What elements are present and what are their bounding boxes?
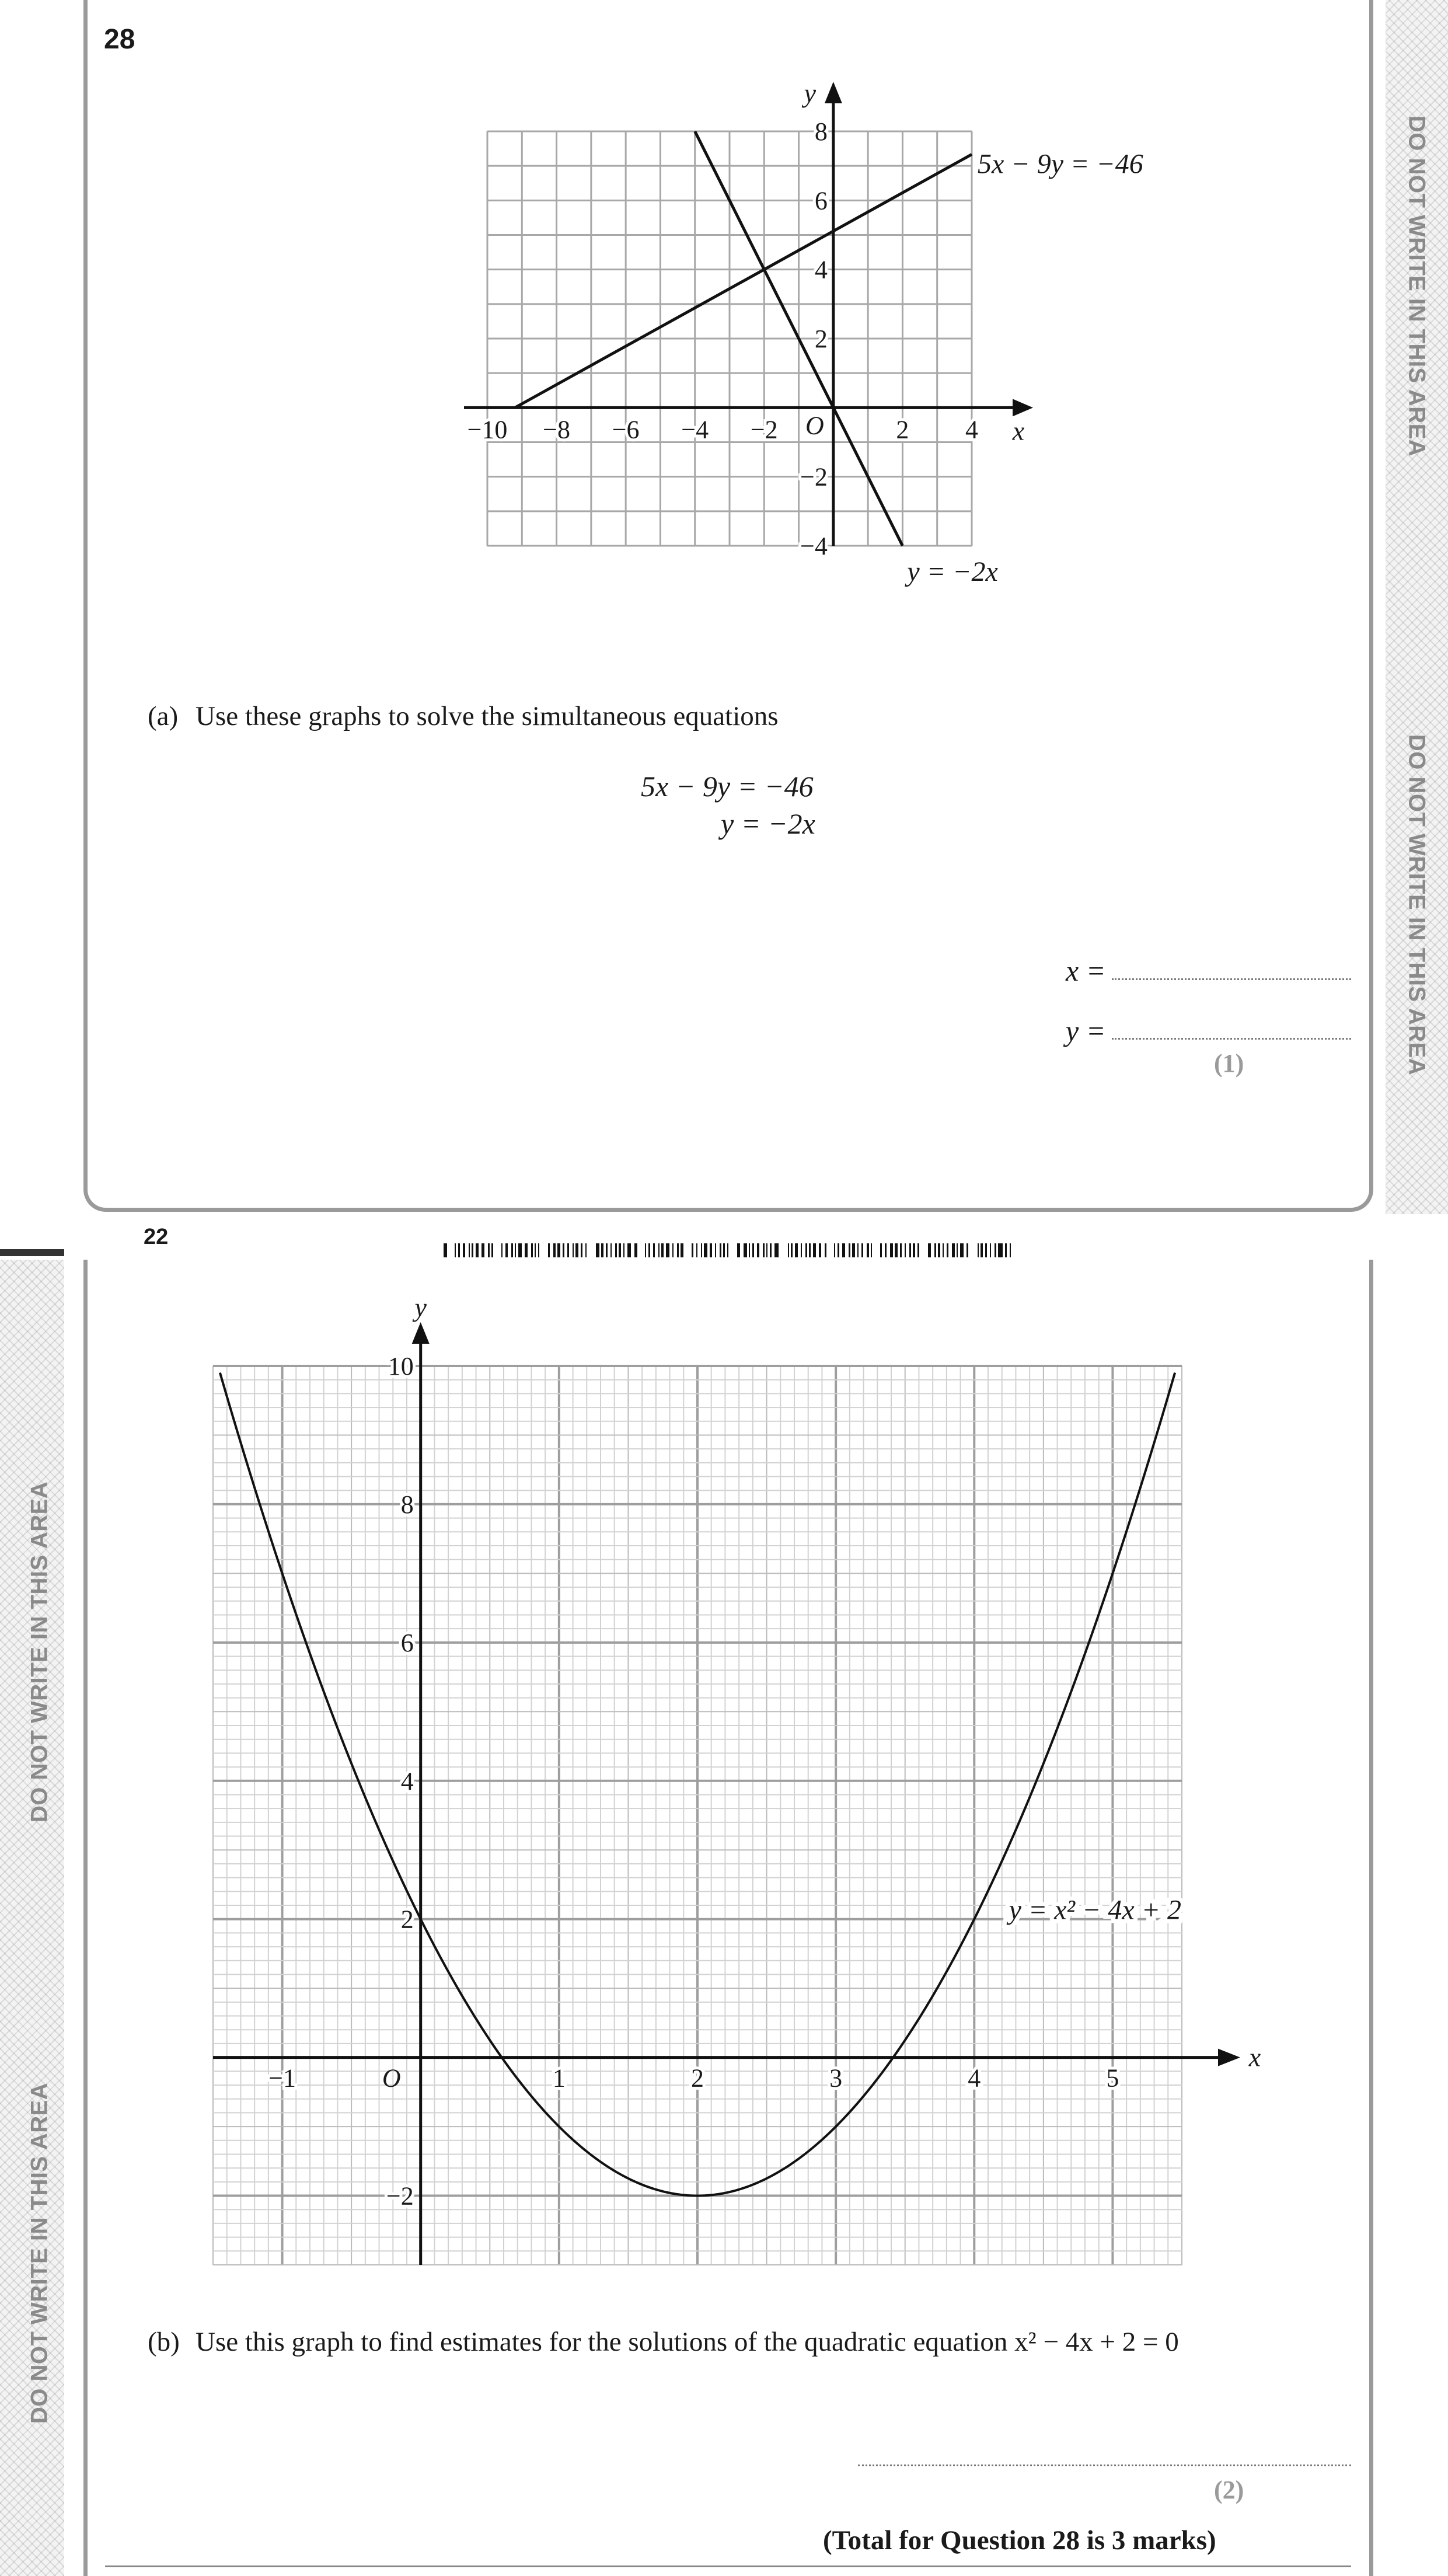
x-tick-label: 1 [552,2063,566,2093]
barcode-bar [531,1243,533,1257]
barcode-bar [704,1243,707,1257]
y-axis-label: y [414,1292,427,1322]
barcode-bar [805,1243,807,1257]
barcode-bar [960,1243,964,1257]
barcode-bar [1005,1243,1007,1257]
barcode-bar [957,1243,958,1257]
equation-2: y = −2x [721,807,815,840]
barcode-bar [834,1243,835,1257]
barcode-bar [518,1243,522,1257]
barcode-bar [770,1243,772,1257]
barcode-bar [938,1243,940,1257]
barcode-bar [867,1243,869,1257]
barcode-bar [981,1243,983,1257]
barcode-bar [757,1243,759,1257]
barcode [444,1243,1016,1259]
barcode-bar [763,1243,765,1257]
barcode-bar [795,1243,798,1257]
barcode-bar [928,1243,931,1257]
y-tick-label: −4 [800,532,828,560]
barcode-bar [774,1243,779,1257]
x-tick-label: −8 [543,415,570,444]
barcode-bar [952,1243,955,1257]
barcode-bar [909,1243,911,1257]
simultaneous-equations-graph [444,70,1202,595]
y-tick-label: 10 [388,1352,414,1381]
quadratic-graph [193,1290,1302,2294]
barcode-bar [677,1243,679,1257]
barcode-bar [995,1243,996,1257]
barcode-bar [575,1243,578,1257]
part-b-label: (b) [148,2327,180,2357]
barcode-bar [610,1243,612,1257]
y-tick-label: 4 [400,1766,414,1796]
barcode-bar [849,1243,850,1257]
y-tick-label: 4 [814,255,828,284]
x-tick-label: 5 [1106,2063,1119,2093]
barcode-bar [645,1243,646,1257]
barcode-bar [895,1243,898,1257]
barcode-bar [444,1243,447,1257]
barcode-bar [766,1243,767,1257]
series-label-y-eq-minus2x: y = −2x [907,556,998,587]
barcode-bar [825,1243,826,1257]
barcode-bar [720,1243,721,1257]
barcode-bar [615,1243,617,1257]
barcode-bar [819,1243,821,1257]
question-frame-bottom-right [1369,1260,1373,2576]
barcode-bar [511,1243,513,1257]
barcode-bar [634,1243,637,1257]
barcode-bar [491,1243,493,1257]
barcode-bar [890,1243,893,1257]
part-a-prompt: Use these graphs to solve the simultaneous equations [196,701,779,731]
barcode-bar [998,1243,1003,1257]
barcode-bar [791,1243,793,1257]
barcode-bar [525,1243,528,1257]
barcode-bar [788,1243,789,1257]
y-tick-label: 6 [400,1628,414,1657]
y-tick-label: 2 [400,1905,414,1934]
barcode-bar [985,1243,987,1257]
barcode-bar [596,1243,599,1257]
barcode-bar [857,1243,859,1257]
equation-1: 5x − 9y = −46 [641,770,814,803]
barcode-bar [1010,1243,1011,1257]
barcode-bar [871,1243,872,1257]
barcode-bar [548,1243,550,1257]
barcode-bar [744,1243,747,1257]
barcode-bar [934,1243,936,1257]
barcode-bar [573,1243,574,1257]
part-b-marks: (2) [1214,2476,1244,2504]
barcode-bar [749,1243,750,1257]
barcode-bar [666,1243,669,1257]
total-rule [105,2565,1351,2567]
y-tick-label: −2 [386,2181,414,2211]
barcode-bar [567,1243,569,1257]
barcode-bar [801,1243,802,1257]
barcode-bar [710,1243,712,1257]
series-label-5x-9y: 5x − 9y = −46 [978,148,1143,180]
barcode-bar [658,1243,660,1257]
x-tick-label: −4 [681,415,709,444]
y-tick-label: 2 [814,325,828,353]
barcode-bar [917,1243,919,1257]
barcode-bar [813,1243,816,1257]
barcode-bar [723,1243,725,1257]
y-tick-label: 8 [814,117,828,146]
question-number: 28 [104,24,135,55]
x-tick-label: 2 [691,2063,704,2093]
barcode-bar [809,1243,811,1257]
barcode-bar [672,1243,674,1257]
barcode-bar [947,1243,948,1257]
origin-label: O [805,411,824,440]
x-tick-label: 4 [965,415,978,444]
x-axis-label: x [1248,2042,1261,2072]
barcode-bar [701,1243,702,1257]
barcode-bar [900,1243,902,1257]
barcode-bar [727,1243,728,1257]
part-a-marks: (1) [1214,1049,1244,1078]
barcode-bar [967,1243,968,1257]
barcode-bar [515,1243,516,1257]
x-tick-label: 4 [968,2063,981,2093]
answer-x-label: x = [1066,954,1106,987]
barcode-bar [913,1243,915,1257]
barcode-bar [481,1243,484,1257]
barcode-bar [501,1243,503,1257]
x-axis-label: x [1012,416,1025,446]
x-tick-label: −1 [268,2063,296,2093]
barcode-bar [627,1243,631,1257]
barcode-bar [557,1243,560,1257]
x-tick-label: 3 [829,2063,843,2093]
barcode-bar [488,1243,490,1257]
series-label-quadratic: y = x² − 4x + 2 [1009,1894,1182,1926]
barcode-bar [661,1243,664,1257]
barcode-bar [990,1243,991,1257]
barcode-bar [585,1243,587,1257]
question-total: (Total for Question 28 is 3 marks) [823,2525,1216,2556]
origin-label: O [382,2063,401,2093]
barcode-bar [463,1243,465,1257]
barcode-bar [692,1243,693,1257]
barcode-bar [752,1243,754,1257]
barcode-bar [648,1243,650,1257]
barcode-bar [563,1243,564,1257]
barcode-bar [606,1243,608,1257]
margin-warning-right-2: DO NOT WRITE IN THIS AREA [1404,734,1430,1076]
y-axis-arrow [412,1322,430,1344]
y-tick-label: 6 [814,186,828,215]
barcode-bar [681,1243,683,1257]
margin-warning-left-1: DO NOT WRITE IN THIS AREA [26,1481,53,1823]
barcode-bar [838,1243,839,1257]
x-axis-arrow [1013,399,1033,416]
x-tick-label: −6 [612,415,640,444]
barcode-bar [469,1243,470,1257]
x-tick-label: −2 [750,415,778,444]
barcode-bar [842,1243,845,1257]
barcode-bar [880,1243,882,1257]
part-b-prompt: Use this graph to find estimates for the solutions of the quadratic equation x² − 4x + 2 = 0 [196,2327,1179,2357]
barcode-bar [978,1243,979,1257]
part-a-label: (a) [148,701,179,731]
answer-y-label: y = [1066,1015,1106,1047]
y-tick-label: −2 [800,462,828,492]
x-tick-label: −10 [467,415,508,444]
barcode-bar [905,1243,906,1257]
barcode-bar [737,1243,740,1257]
barcode-bar [852,1243,855,1257]
barcode-bar [538,1243,539,1257]
barcode-bar [861,1243,863,1257]
barcode-bar [535,1243,536,1257]
barcode-bar [601,1243,603,1257]
barcode-bar [623,1243,624,1257]
barcode-bar [476,1243,479,1257]
barcode-bar [553,1243,556,1257]
y-tick-label: 8 [400,1490,414,1519]
barcode-bar [455,1243,456,1257]
page-edge-mark [0,1249,64,1256]
barcode-bar [505,1243,508,1257]
x-tick-label: 2 [896,415,909,444]
x-axis-arrow [1218,2049,1240,2066]
barcode-bar [458,1243,460,1257]
barcode-bar [653,1243,655,1257]
barcode-bar [472,1243,473,1257]
barcode-bar [715,1243,716,1257]
barcode-bar [885,1243,887,1257]
barcode-bar [696,1243,697,1257]
margin-warning-right-1: DO NOT WRITE IN THIS AREA [1404,115,1430,457]
question-frame-bottom-left [83,1260,88,2576]
margin-warning-left-2: DO NOT WRITE IN THIS AREA [26,2082,53,2424]
barcode-bar [943,1243,944,1257]
y-axis-label: y [804,78,817,108]
answer-x-field[interactable] [1112,978,1351,980]
barcode-bar [581,1243,582,1257]
barcode-bar [619,1243,621,1257]
answer-y-field[interactable] [1112,1038,1351,1040]
y-axis-arrow [825,82,842,103]
page-number: 22 [144,1225,169,1249]
part-b-answer-field[interactable] [858,2465,1351,2466]
